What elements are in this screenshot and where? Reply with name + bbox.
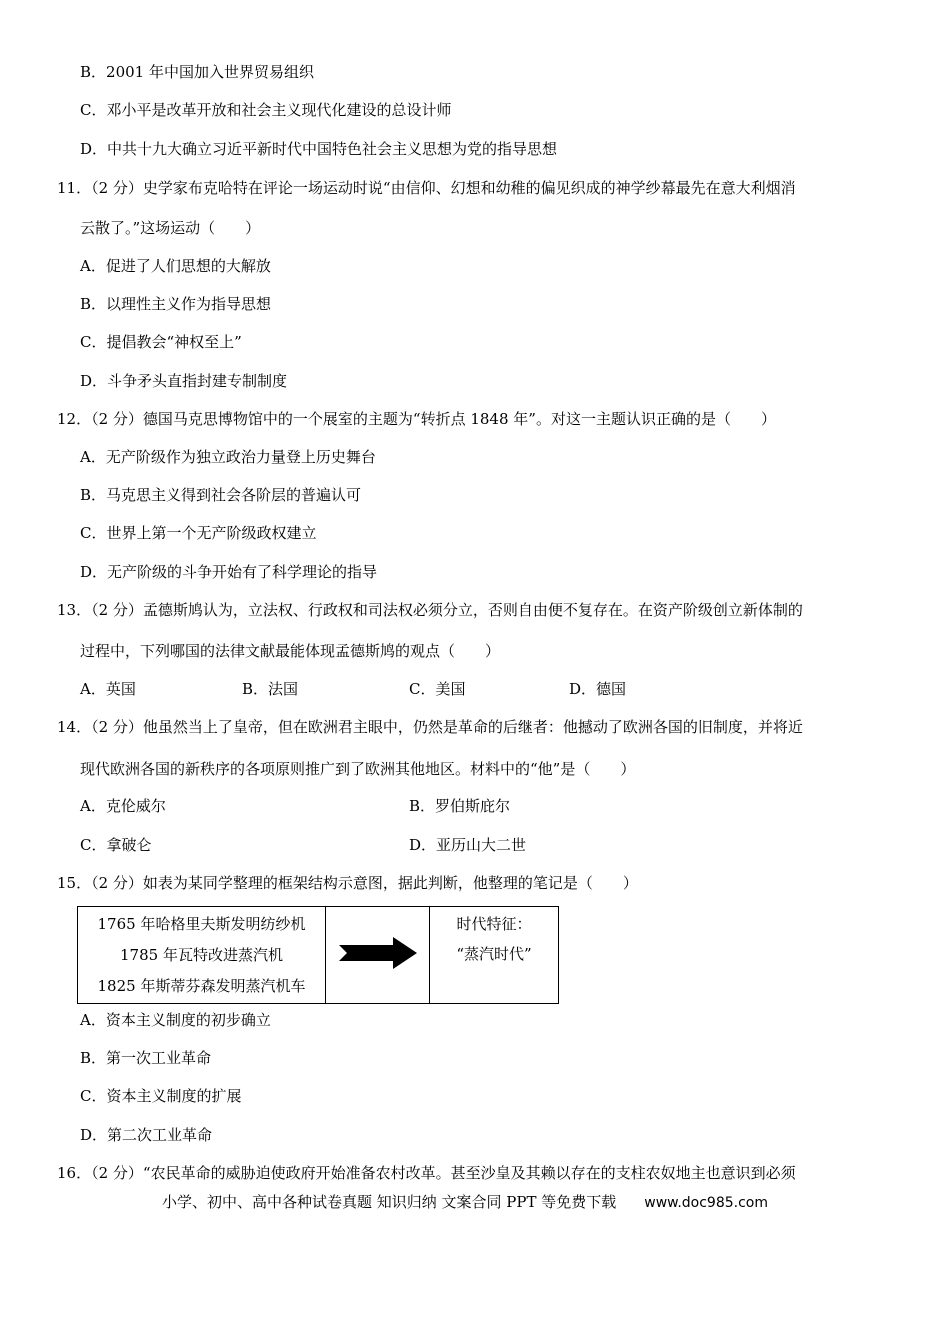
q11-option-c: C．提倡教会“神权至上” [80, 333, 242, 351]
q14-option-a: A．克伦威尔 [80, 797, 166, 815]
q11-stem-line1: 11．（2 分）史学家布克哈特在评论一场运动时说“由信仰、幻想和幼稚的偏见织成的神学纱幕最先在意大利烟消 [57, 179, 796, 197]
q12-option-d: D．无产阶级的斗争开始有了科学理论的指导 [80, 563, 378, 581]
q13-option-b: B．法国 [242, 680, 299, 698]
q12-option-b: B．马克思主义得到社会各阶层的普遍认可 [80, 486, 362, 504]
q14-stem-line1: 14．（2 分）他虽然当上了皇帝，但在欧洲君主眼中，仍然是革命的后继者：他撼动了欧洲各国的旧制度，并将近 [57, 718, 803, 736]
q16-stem-line1: 16．（2 分）“农民革命的威胁迫使政府开始准备农村改革。甚至沙皇及其赖以存在的支柱农奴地主也意识到必须 [57, 1164, 796, 1182]
q12-stem-line1: 12．（2 分）德国马克思博物馆中的一个展室的主题为“转折点 1848 年”。对这一主题认识正确的是（ ） [57, 410, 776, 428]
era-feature-value: “蒸汽时代” [456, 945, 532, 963]
arrow-cell [326, 907, 430, 1004]
q15-option-b: B．第一次工业革命 [80, 1049, 212, 1067]
q11-option-a: A．促进了人们思想的大解放 [80, 257, 271, 275]
q15-stem-line1: 15．（2 分）如表为某同学整理的框架结构示意图，据此判断，他整理的笔记是（ ） [57, 874, 638, 892]
framework-diagram-table [77, 906, 559, 1004]
q13-stem-line1: 13．（2 分）孟德斯鸠认为，立法权、行政权和司法权必须分立，否则自由便不复存在。在资产阶级创立新体制的 [57, 601, 803, 619]
invention-line: 1765 年哈格里夫斯发明纺纱机 [97, 914, 306, 933]
invention-line: 1825 年斯蒂芬森发明蒸汽机车 [97, 976, 306, 995]
invention-line: 1785 年瓦特改进蒸汽机 [120, 945, 283, 964]
q14-stem-line2: 现代欧洲各国的新秩序的各项原则推广到了欧洲其他地区。材料中的“他”是（ ） [80, 760, 636, 778]
q12-option-c: C．世界上第一个无产阶级政权建立 [80, 524, 317, 542]
q11-stem-line2: 云散了。”这场运动（ ） [80, 219, 261, 237]
page-footer [162, 1192, 768, 1213]
q13-option-d: D．德国 [569, 680, 627, 698]
q11-option-d: D．斗争矛头直指封建专制制度 [80, 372, 288, 390]
q14-option-b: B．罗伯斯庇尔 [409, 797, 511, 815]
inventions-cell [78, 907, 326, 1004]
footer-url-link[interactable]: www.doc985.com [644, 1195, 769, 1211]
q11-option-b: B．以理性主义作为指导思想 [80, 295, 272, 313]
era-feature-cell [430, 907, 559, 1004]
q14-option-c: C．拿破仑 [80, 836, 152, 854]
q13-stem-line2: 过程中，下列哪国的法律文献最能体现孟德斯鸠的观点（ ） [80, 642, 501, 660]
footer-text: 小学、初中、高中各种试卷真题 知识归纳 文案合同 PPT 等免费下载 [162, 1193, 617, 1211]
right-arrow-icon [337, 936, 419, 970]
era-feature-label: 时代特征： [456, 915, 532, 933]
q13-option-c: C．美国 [409, 680, 466, 698]
q10-option-b: B．2001 年中国加入世界贸易组织 [80, 63, 314, 81]
q15-option-c: C．资本主义制度的扩展 [80, 1087, 242, 1105]
q10-option-c: C．邓小平是改革开放和社会主义现代化建设的总设计师 [80, 101, 452, 119]
q15-option-d: D．第二次工业革命 [80, 1126, 213, 1144]
q15-option-a: A．资本主义制度的初步确立 [80, 1011, 271, 1029]
q10-option-d: D．中共十九大确立习近平新时代中国特色社会主义思想为党的指导思想 [80, 140, 558, 158]
q14-option-d: D．亚历山大二世 [409, 836, 527, 854]
q12-option-a: A．无产阶级作为独立政治力量登上历史舞台 [80, 448, 376, 466]
q13-option-a: A．英国 [80, 680, 136, 698]
